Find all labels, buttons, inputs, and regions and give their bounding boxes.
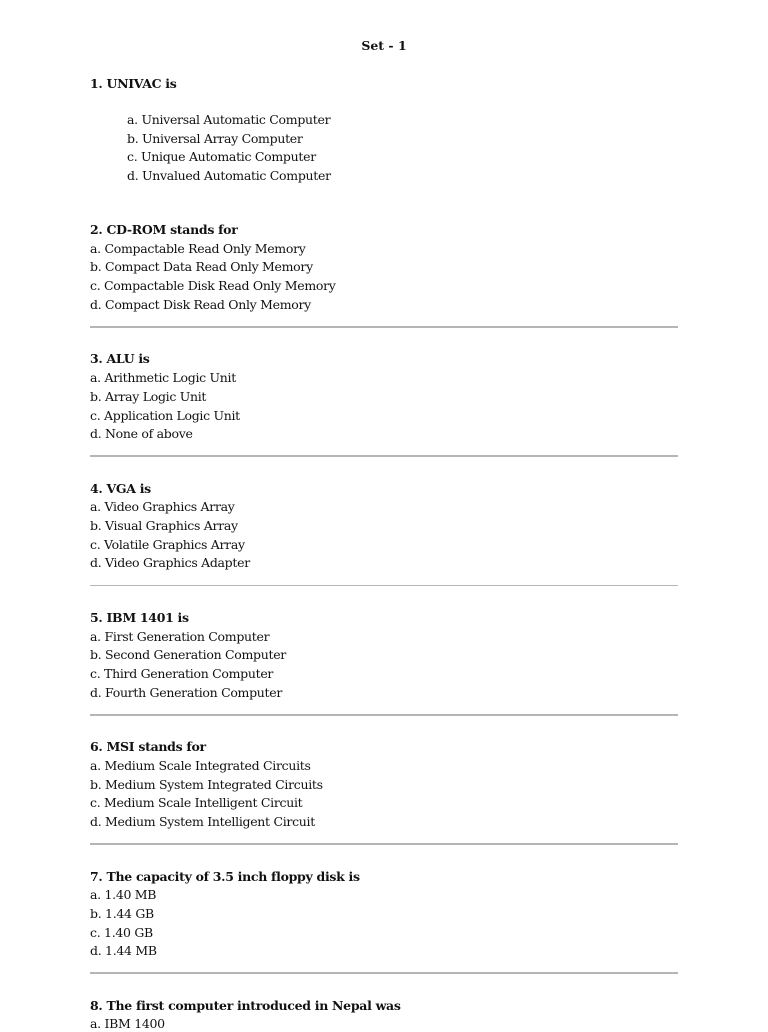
question-2: 2. CD-ROM stands for [90,222,238,237]
question-4-option-a: a. Video Graphics Array [90,499,235,514]
question-2-option-b: b. Compact Data Read Only Memory [90,259,313,274]
divider-rule [90,455,678,457]
question-6-option-a: a. Medium Scale Integrated Circuits [90,758,311,773]
question-3: 3. ALU is [90,351,150,366]
question-8-option-a: a. IBM 1400 [90,1016,165,1031]
question-3-option-b: b. Array Logic Unit [90,389,207,404]
question-6-option-b: b. Medium System Integrated Circuits [90,777,323,792]
divider-rule [90,585,678,586]
question-6: 6. MSI stands for [90,739,206,754]
document-title: Set - 1 [361,38,407,53]
question-3-option-a: a. Arithmetic Logic Unit [90,370,236,385]
question-2-option-c: c. Compactable Disk Read Only Memory [90,278,336,293]
question-1: 1. UNIVAC is [90,76,177,91]
question-1-option-c: c. Unique Automatic Computer [127,149,316,164]
question-7-option-a: a. 1.40 MB [90,887,157,902]
question-6-option-c: c. Medium Scale Intelligent Circuit [90,795,303,810]
question-2-option-d: d. Compact Disk Read Only Memory [90,297,311,312]
question-5: 5. IBM 1401 is [90,610,189,625]
question-7: 7. The capacity of 3.5 inch floppy disk is [90,869,360,884]
question-1-option-b: b. Universal Array Computer [127,131,303,146]
question-5-option-b: b. Second Generation Computer [90,647,286,662]
question-2-option-a: a. Compactable Read Only Memory [90,241,306,256]
divider-rule [90,714,678,716]
question-4-option-c: c. Volatile Graphics Array [90,537,245,552]
question-1-option-d: d. Unvalued Automatic Computer [127,168,331,183]
question-7-option-d: d. 1.44 MB [90,943,157,958]
question-3-option-d: d. None of above [90,426,193,441]
divider-rule [90,972,678,974]
question-4-option-d: d. Video Graphics Adapter [90,555,250,570]
question-8: 8. The first computer introduced in Nepal was [90,998,401,1013]
question-5-option-a: a. First Generation Computer [90,629,270,644]
question-4: 4. VGA is [90,481,151,496]
divider-rule [90,843,678,845]
question-7-option-b: b. 1.44 GB [90,906,154,921]
question-1-option-a: a. Universal Automatic Computer [127,112,331,127]
question-5-option-c: c. Third Generation Computer [90,666,274,681]
question-4-option-b: b. Visual Graphics Array [90,518,238,533]
question-3-option-c: c. Application Logic Unit [90,408,240,423]
question-6-option-d: d. Medium System Intelligent Circuit [90,814,315,829]
divider-rule [90,326,678,328]
question-7-option-c: c. 1.40 GB [90,925,153,940]
question-5-option-d: d. Fourth Generation Computer [90,685,283,700]
